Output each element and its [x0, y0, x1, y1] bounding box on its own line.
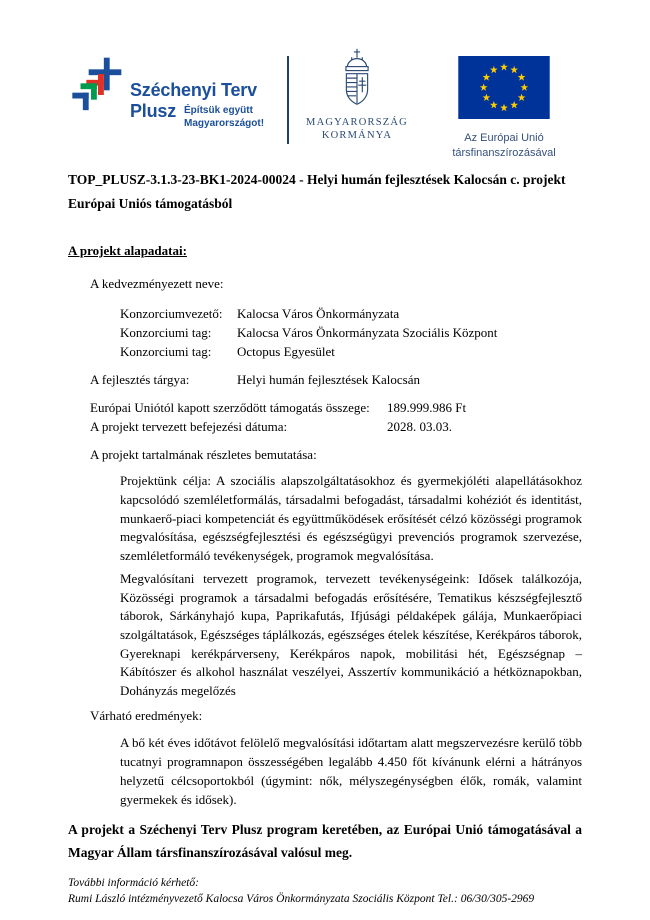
consortium-role-label: Konzorciumi tag:: [120, 343, 212, 359]
results-heading: Várható eredmények:: [90, 707, 203, 723]
hungarian-coat-of-arms-icon: [333, 97, 381, 114]
completion-date-value: 2028. 03.03.: [387, 418, 452, 434]
development-subject-value: Helyi humán fejlesztések Kalocsán: [237, 371, 421, 387]
szechenyi-terv-plusz-logo: [70, 54, 264, 130]
eu-cofunding-logo: [445, 56, 563, 160]
footer-info-label: További információ kérhető:: [68, 877, 199, 890]
government-logo-text: MAGYARORSZÁG KORMÁNYA: [306, 117, 408, 141]
consortium-role-label: Konzorciumi tag:: [120, 325, 212, 341]
table-row: [120, 324, 582, 343]
consortium-member-value: Octopus Egyesület: [237, 343, 335, 359]
szechenyi-logo-tagline: Építsük együtt Magyarországot!: [184, 105, 265, 129]
consortium-member-value: Kalocsa Város Önkormányzata: [237, 306, 400, 322]
footer-contact-line: Rumi László intézményvezető Kalocsa Város Önkormányzata Szociális Központ Tel.: 06/30/305-2969: [68, 892, 535, 905]
funding-amount-label: Európai Uniótól kapott szerződött támogatás összege:: [90, 400, 370, 416]
table-row: [90, 418, 582, 437]
development-subject-row: [90, 371, 582, 390]
beneficiary-label: A kedvezményezett neve:: [90, 275, 224, 291]
funding-amount-value: 189.999.986 Ft: [387, 400, 467, 416]
project-goal-paragraph: Projektünk célja: A szociális alapszolgáltatásokhoz és gyermekjóléti alapellátásokhoz kapcsolódó szemléletformálás, társadalmi befogadást, társadalmi kohéziót és identitást, munkaerő-piaci kompetenciát és együttműködések erősítését célzó közösségi programok megvalósítása, egészségfejlesztési és egészségügyi prevenciós programok szervezése, szemléletformáló tevékenységek, programok megvalósítása.: [120, 473, 582, 564]
contact-footer: [68, 876, 582, 907]
content-heading: A projekt tartalmának részletes bemutatása:: [90, 446, 317, 462]
table-row: [90, 399, 582, 418]
logo-divider: [287, 56, 289, 144]
eu-flag-icon: [458, 106, 550, 123]
szechenyi-logo-name: Széchenyi Terv: [130, 80, 257, 100]
eu-logo-caption: Az Európai Unió társfinanszírozásával: [452, 132, 556, 159]
szechenyi-logo-plusz: Plusz: [130, 101, 177, 121]
funding-table: [90, 399, 582, 436]
logo-header: [0, 52, 650, 164]
table-row: [120, 305, 582, 324]
completion-date-label: A projekt tervezett befejezési dátuma:: [90, 418, 288, 434]
hungarian-government-logo: [305, 48, 409, 142]
development-subject-label: A fejlesztés tárgya:: [90, 371, 190, 387]
basics-heading: A projekt alapadatai:: [68, 243, 187, 258]
szechenyi-cross-icon: [70, 54, 126, 120]
project-title: TOP_PLUSZ-3.1.3-23-BK1-2024-00024 - Helyi humán fejlesztések Kalocsán c. projekt Európai Uniós támogatásból: [68, 172, 566, 211]
planned-programs-paragraph: Megvalósítani tervezett programok, tervezett tevékenységeink: Idősek találkozója, Közösségi programok a társadalmi befogadás erősítésére, Tematikus készségfejlesztő táborok, Sárkányhajó kupa, Paprikafutás, Ifjúsági példaképek gálája, Munkaerőpiaci szolgáltatások, Egészséges táplálkozás, egészséges ételek készítése, Kerékpáros táborok, Gyereknapi kerékpárverseny, Kerékpáros napok, mobilitási hét, Egészségnap – Kábítószer és alkohol használat veszélyei, Asszertív kommunikáció a hétköznapokban, Dohányzás megelőzés: [120, 570, 582, 699]
closing-statement: A projekt a Széchenyi Terv Plusz program keretében, az Európai Unió támogatásával a Magyar Állam társfinanszírozásával valósul meg.: [68, 822, 582, 861]
consortium-member-value: Kalocsa Város Önkormányzata Szociális Központ: [237, 325, 498, 341]
document-content: [68, 168, 582, 907]
expected-results-paragraph: A bő két éves időtávot felölelő megvalósítási időtartam alatt megszervezésre kerülő több tucatnyi programnapon összességében legalább 4.450 főt kívánunk elérni a hátrányos helyzetű célcsoportokból (úgymint: nők, mélyszegénységben élők, romák, valamint gyermekek és idősek).: [120, 735, 582, 807]
consortium-table: [120, 305, 582, 361]
consortium-role-label: Konzorciumvezető:: [120, 306, 223, 322]
table-row: [120, 343, 582, 362]
